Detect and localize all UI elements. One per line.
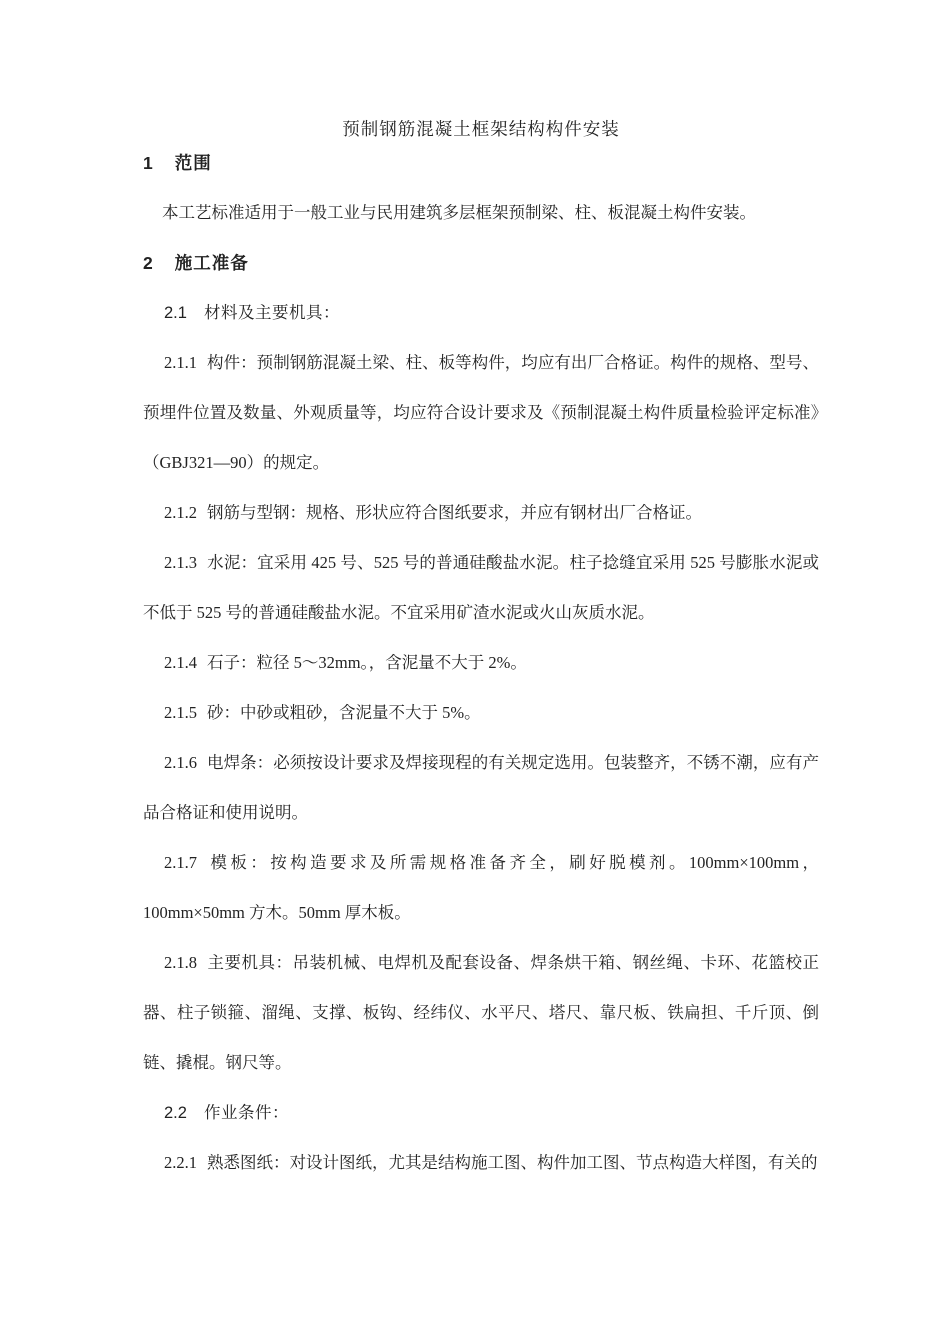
clause-text: 石子：粒径 5～32mm。，含泥量不大于 2%。: [207, 653, 527, 672]
clause-number: 2.2.1: [164, 1153, 197, 1172]
clause-text: 水泥：宜采用 425 号、525 号的普通硅酸盐水泥。柱子捻缝宜采用 525 号膨胀水泥或不低于 525 号的普通硅酸盐水泥。不宜采用矿渣水泥或火山灰质水泥。: [143, 553, 819, 622]
clause-number: 2.1.5: [164, 703, 197, 722]
clause-2-1-7: [143, 838, 819, 938]
clause-text: 作业条件：: [203, 1104, 289, 1122]
section-heading-preparation: [143, 238, 819, 288]
clause-text: 钢筋与型钢：规格、形状应符合图纸要求，并应有钢材出厂合格证。: [207, 503, 702, 522]
clause-2-1-8: [143, 938, 819, 1088]
clause-number: 2.1.2: [164, 503, 197, 522]
clause-number: 2.1.6: [164, 753, 197, 772]
clause-number: 2.1: [164, 304, 187, 322]
document-title: 预制钢筋混凝土框架结构构件安装: [342, 119, 620, 139]
document-content: [143, 112, 819, 1188]
clause-text: 模板：按构造要求及所需规格准备齐全，刷好脱模剂。100mm×100mm，100mm×50mm 方木。50mm 厚木板。: [143, 853, 819, 922]
clause-number: 2.1.8: [164, 953, 197, 972]
clause-2-1-1: [143, 338, 819, 488]
clause-2-1-5: [143, 688, 819, 738]
scope-paragraph: 本工艺标准适用于一般工业与民用建筑多层框架预制梁、柱、板混凝土构件安装。: [162, 203, 756, 222]
clause-2-1-2: [143, 488, 819, 538]
clause-2-1-3: [143, 538, 819, 638]
clause-2-1-4: [143, 638, 819, 688]
clause-number: 2.1.3: [164, 553, 197, 572]
clause-number: 2.1.1: [164, 353, 197, 372]
clause-text: 熟悉图纸：对设计图纸，尤其是结构施工图、构件加工图、节点构造大样图，有关的: [207, 1153, 818, 1172]
section-heading-scope: [143, 138, 819, 188]
section-label: 范围: [174, 153, 212, 173]
clause-number: 2.1.4: [164, 653, 197, 672]
clause-text: 电焊条：必须按设计要求及焊接现程的有关规定选用。包装整齐，不锈不潮，应有产品合格证和使用说明。: [143, 753, 819, 822]
section-label: 施工准备: [174, 253, 249, 273]
clause-number: 2.2: [164, 1104, 187, 1122]
clause-text: 材料及主要机具：: [203, 304, 340, 322]
document-body: [143, 138, 819, 1188]
clause-2-1: [143, 288, 819, 338]
section-number: 1: [143, 153, 153, 173]
clause-2-2: [143, 1088, 819, 1138]
clause-text: 构件：预制钢筋混凝土梁、柱、板等构件，均应有出厂合格证。构件的规格、型号、预埋件位置及数量、外观质量等，均应符合设计要求及《预制混凝土构件质量检验评定标准》（GBJ321—90）的规定。: [143, 353, 819, 472]
clause-text: 砂：中砂或粗砂，含泥量不大于 5%。: [207, 703, 481, 722]
section-number: 2: [143, 253, 153, 273]
clause-2-1-6: [143, 738, 819, 838]
clause-text: 主要机具：吊装机械、电焊机及配套设备、焊条烘干箱、钢丝绳、卡环、花篮校正器、柱子锁箍、溜绳、支撑、板钩、经纬仪、水平尺、塔尺、靠尺板、铁扁担、千斤顶、倒链、撬棍。钢尺等。: [143, 953, 819, 1072]
clause-2-2-1: [143, 1138, 819, 1188]
clause-number: 2.1.7: [164, 853, 197, 872]
